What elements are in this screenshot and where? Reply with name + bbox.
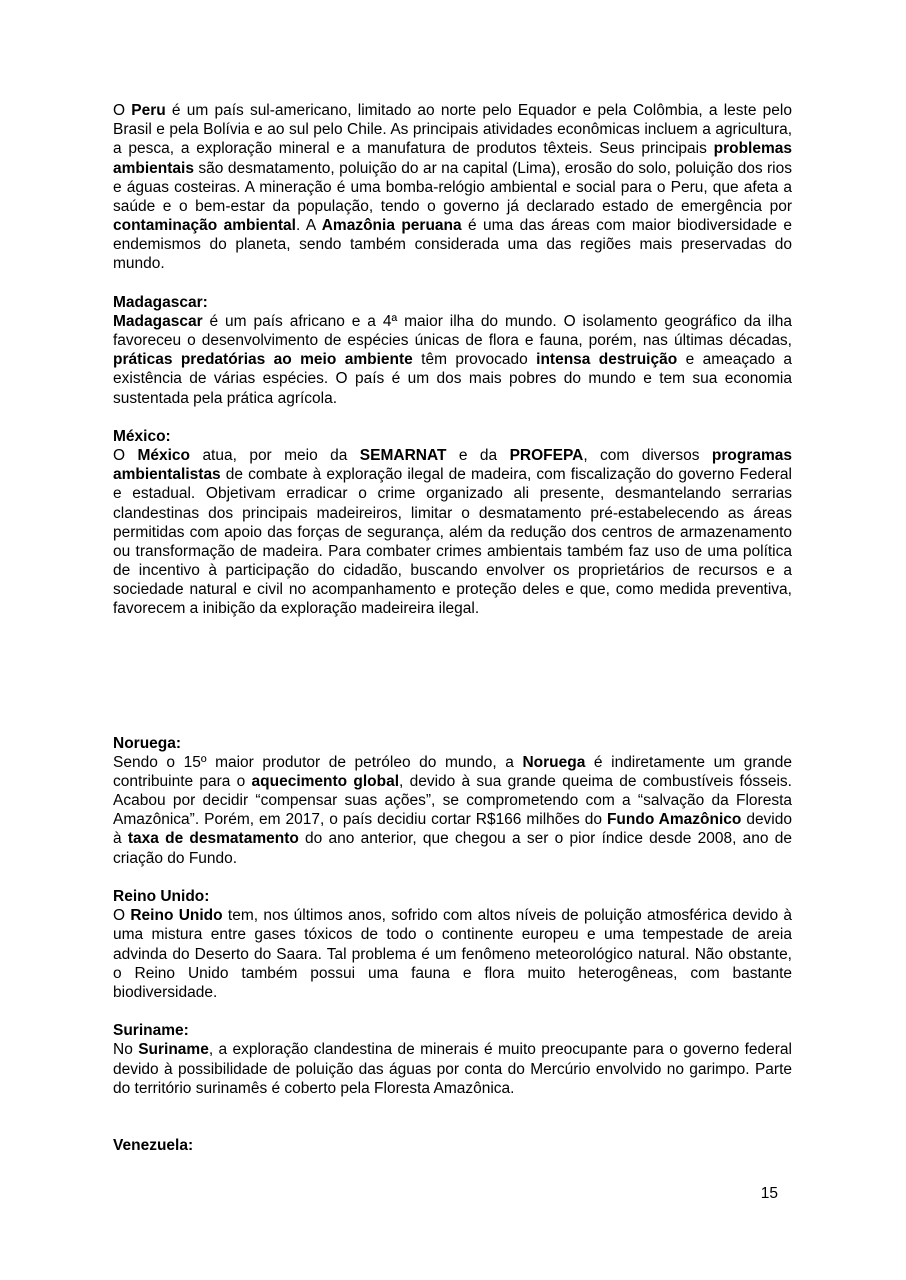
bold-text-run: Noruega	[522, 753, 586, 771]
noruega-paragraph	[113, 753, 792, 868]
bold-text-run: aquecimento global	[251, 772, 400, 790]
text-run: No	[113, 1041, 139, 1059]
bold-text-run: Suriname	[138, 1041, 209, 1059]
madagascar-paragraph	[113, 312, 792, 408]
bold-text-run: taxa de desmatamento	[127, 830, 299, 848]
bold-text-run: Madagascar	[113, 312, 203, 330]
text-run: . A	[295, 217, 322, 235]
reino-unido-heading: Reino Unido:	[113, 887, 210, 905]
bold-text-run: Amazônia peruana	[321, 217, 462, 235]
text-run: de combate à exploração ilegal de madeira, com fiscalização do governo Federal e estadual. Objetivam erradicar o crime organizado ali presente, desmantelando serrarias clandestinas dos principais madeireiros, limitar o desmatamento pré-estabelecendo as áreas permitidas com apoio das forças de segurança, além da redução dos centros de armazenamento ou transformação de madeira. Para combater crimes ambientais também faz uso de uma política de incentivo à participação do cidadão, buscando envolver os proprietários de recursos e a sociedade natural e civil no acompanhamento e proteção deles e que, como medida preventiva, favorecem a inibição da exploração madeireira ilegal.	[113, 466, 792, 618]
text-run: é um país africano e a 4ª maior ilha do mundo. O isolamento geográfico da ilha favoreceu o desenvolvimento de espécies únicas de flora e fauna, porém, nas últimas décadas,	[113, 312, 792, 350]
text-run: , com diversos	[583, 447, 712, 465]
text-run: e da	[446, 447, 510, 465]
text-run: é indiretamente um grande contribuinte para o	[113, 753, 792, 790]
bold-text-run: Reino Unido	[130, 907, 223, 925]
text-run: é uma das áreas com maior biodiversidade e endemismos do planeta, sendo também considerada uma das regiões mais preservadas do mundo.	[113, 217, 792, 273]
peru-paragraph	[113, 101, 792, 274]
bold-text-run: Peru	[131, 102, 166, 119]
bold-text-run: contaminação ambiental	[113, 217, 296, 235]
bold-text-run: intensa destruição	[536, 351, 678, 369]
bold-text-run: México	[137, 447, 191, 465]
text-run: têm provocado	[412, 351, 537, 369]
bold-text-run: PROFEPA	[509, 447, 584, 465]
text-run: é um país sul-americano, limitado ao norte pelo Equador e pela Colômbia, a leste pelo Brasil e pela Bolívia e ao sul pelo Chile. As principais atividades econômicas incluem a agricultura, a pesca, a exploração mineral e a manufatura de produtos têxteis. Seus principais	[113, 102, 792, 158]
text-run: , a exploração clandestina de minerais é muito preocupante para o governo federal devido à possibilidade de poluição das águas por conta do Mercúrio envolvido no garimpo. Parte do território surinamês é coberto pela Floresta Amazônica.	[113, 1041, 792, 1097]
text-run: O	[113, 447, 138, 465]
text-run: e ameaçado a existência de várias espécies. O país é um dos mais pobres do mundo e tem sua economia sustentada pela prática agrícola.	[113, 351, 792, 407]
bold-text-run: SEMARNAT	[359, 447, 447, 465]
suriname-heading: Suriname:	[113, 1022, 189, 1040]
text-run: tem, nos últimos anos, sofrido com altos níveis de poluição atmosférica devido à uma mistura entre gases tóxicos de todo o continente europeu e uma tempestade de areia advinda do Deserto do Saara. Tal problema é um fenômeno meteorológico natural. Não obstante, o Reino Unido também possui uma fauna e flora muito heterogêneas, com bastante biodiversidade.	[113, 907, 792, 1001]
mexico-heading: México:	[113, 427, 171, 445]
bold-text-run: práticas predatórias ao meio ambiente	[113, 351, 413, 369]
bold-text-run: Fundo Amazônico	[606, 811, 742, 829]
text-run: do ano anterior, que chegou a ser o pior índice desde 2008, ano de criação do Fundo.	[113, 830, 792, 867]
reino-unido-paragraph	[113, 906, 792, 1002]
text-run: devido à	[113, 811, 792, 848]
venezuela-heading: Venezuela:	[113, 1137, 194, 1155]
text-run: O	[113, 102, 132, 119]
bold-text-run: programas ambientalistas	[113, 447, 792, 484]
page-number: 15	[760, 1185, 778, 1202]
madagascar-heading: Madagascar:	[113, 293, 208, 311]
text-run: Sendo o 15º maior produtor de petróleo do mundo, a	[113, 753, 523, 771]
text-run: O	[113, 907, 131, 925]
bold-text-run: problemas ambientais	[113, 140, 792, 177]
noruega-heading: Noruega:	[113, 734, 182, 752]
suriname-paragraph	[113, 1040, 792, 1098]
mexico-paragraph	[113, 446, 792, 619]
text-run: são desmatamento, poluição do ar na capital (Lima), erosão do solo, poluição dos rios e águas costeiras. A mineração é uma bomba-relógio ambiental e social para o Peru, que afeta a saúde e o bem-estar da população, tendo o governo já declarado estado de emergência por	[113, 159, 792, 215]
text-run: , devido à sua grande queima de combustíveis fósseis. Acabou por decidir “compensar suas ações”, se comprometendo com a “salvação da Floresta Amazônica”. Porém, em 2017, o país decidiu cortar R$166 milhões do	[113, 772, 792, 829]
document-content	[113, 101, 792, 1155]
text-run: atua, por meio da	[190, 447, 360, 465]
